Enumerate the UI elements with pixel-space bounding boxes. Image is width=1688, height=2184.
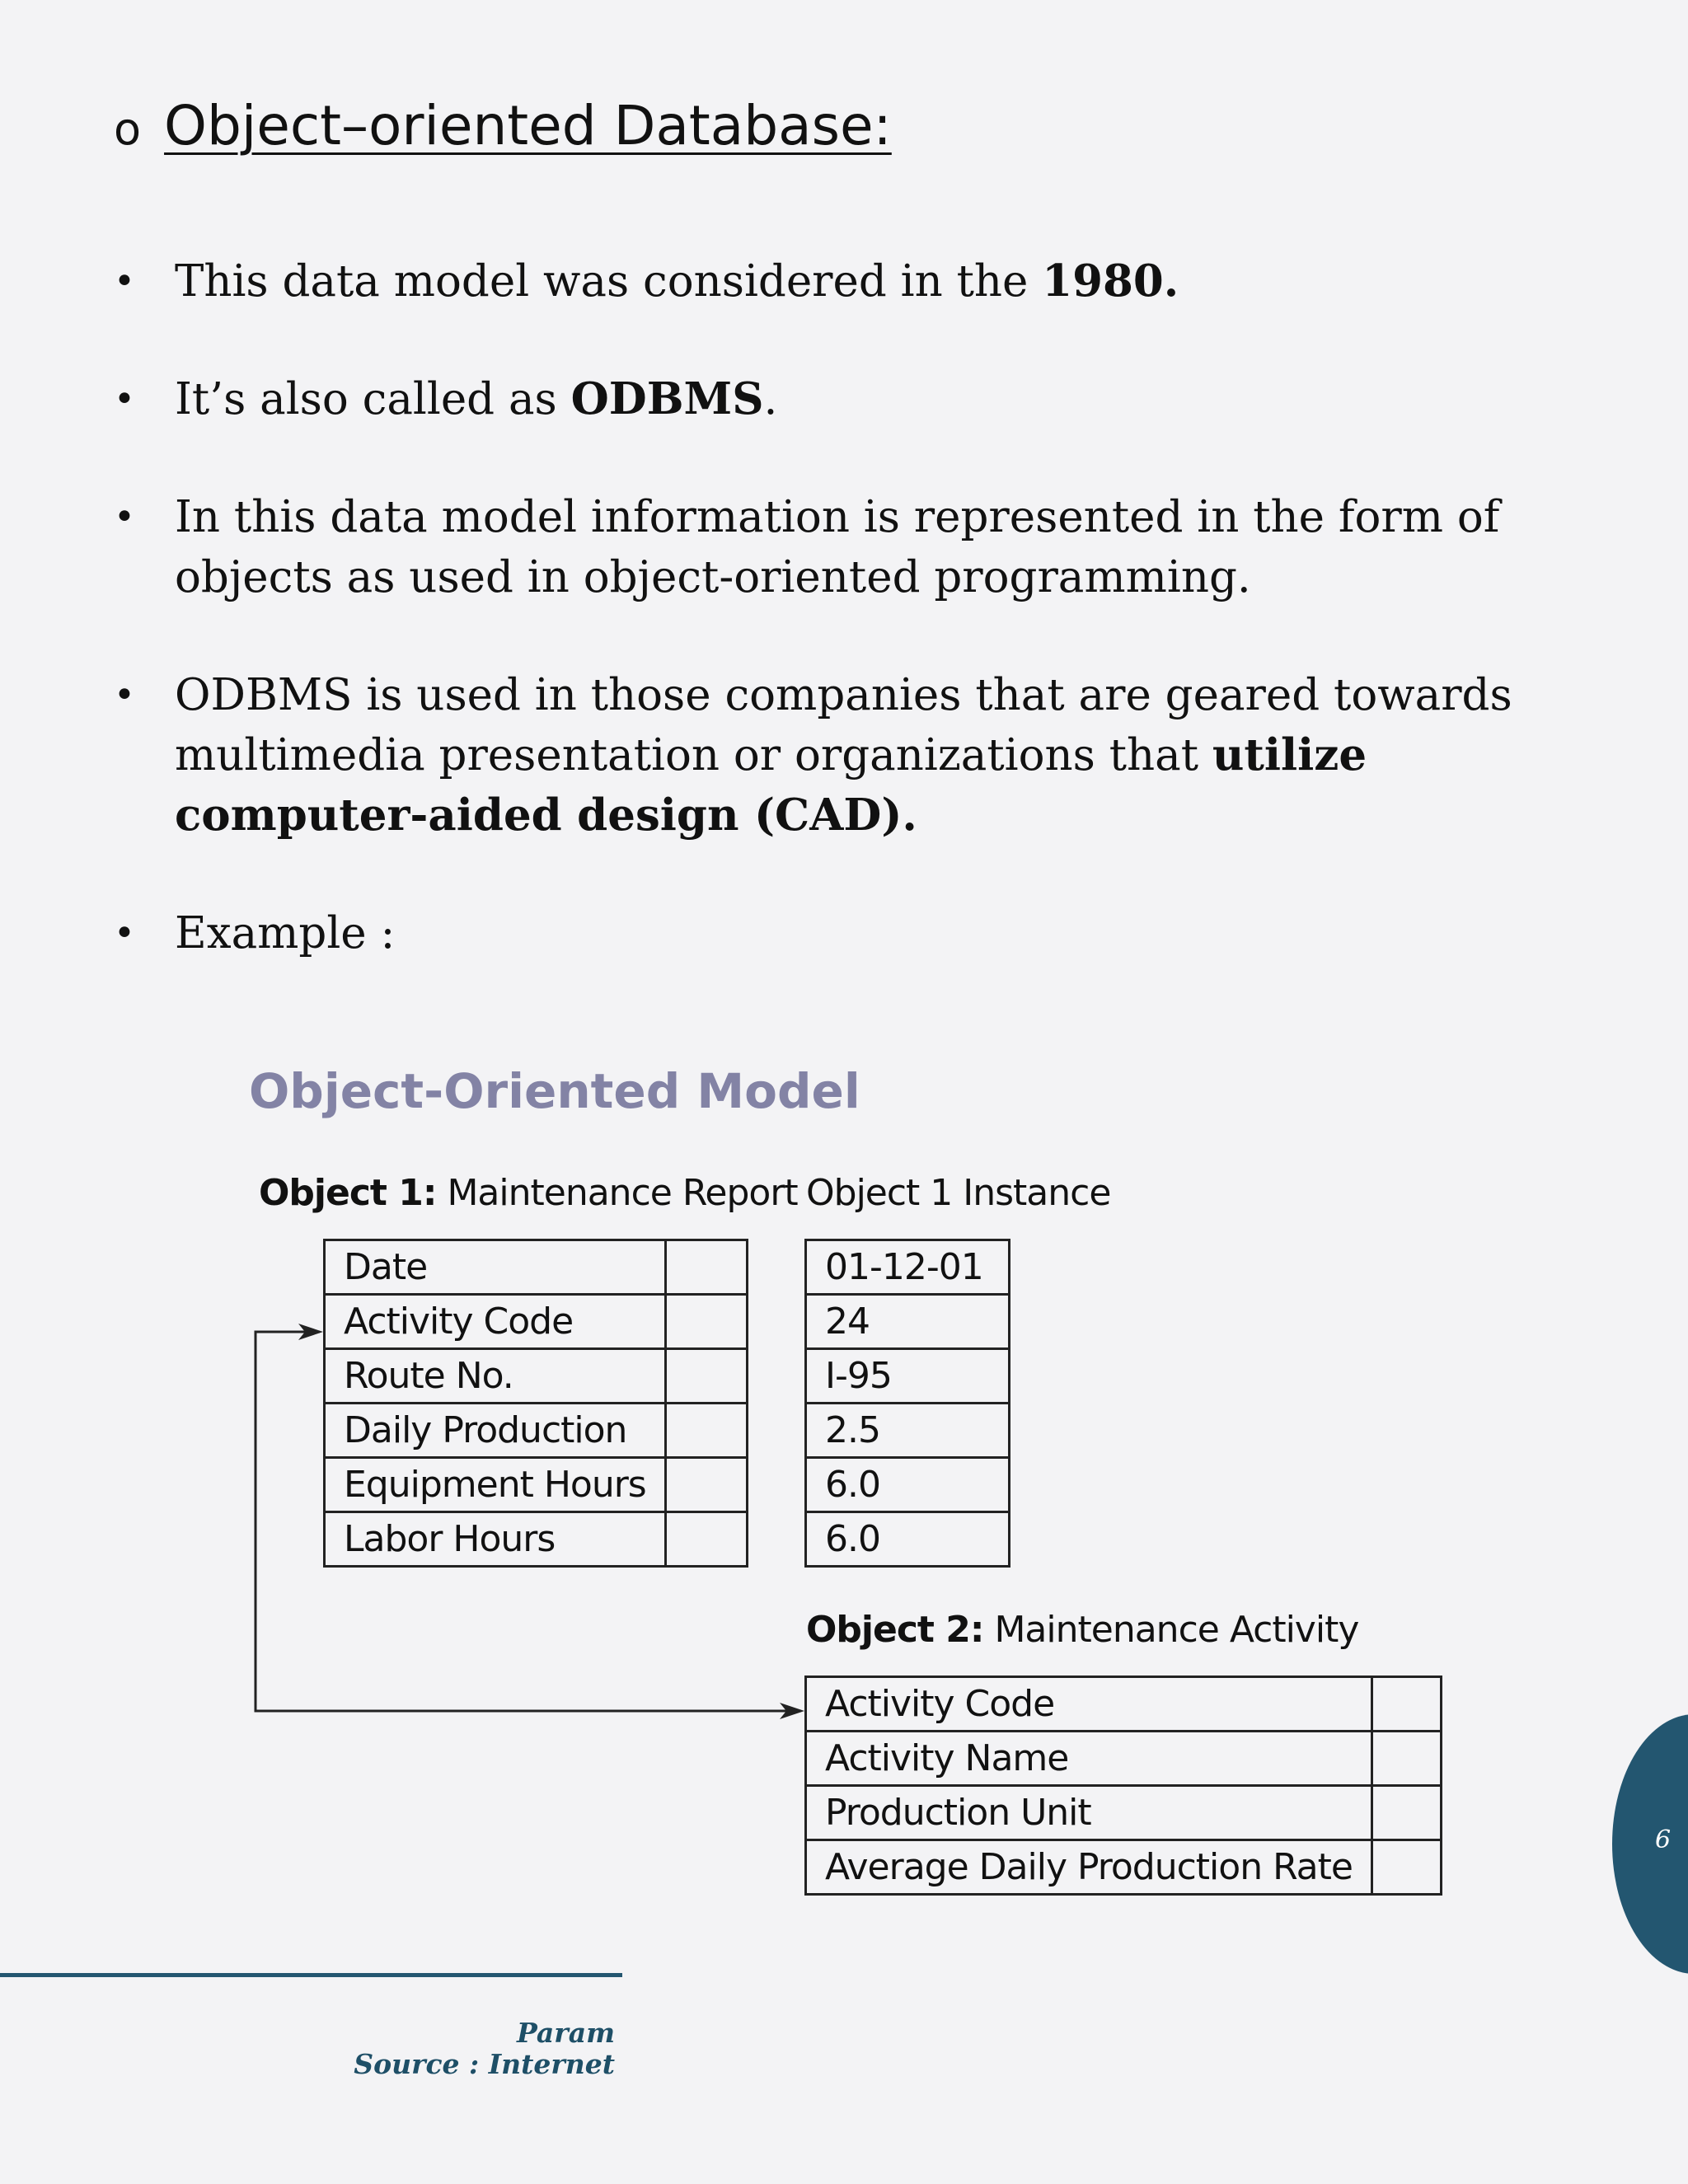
table-row <box>806 1349 1010 1404</box>
page-number-badge <box>1612 1714 1688 1974</box>
table-row <box>806 1786 1442 1840</box>
field-cell: Daily Production <box>325 1404 666 1458</box>
field-cell: Labor Hours <box>325 1512 666 1567</box>
value-cell: 6.0 <box>806 1512 1010 1567</box>
object2-table <box>804 1675 1442 1896</box>
bullet-item <box>114 665 1592 846</box>
bullet-dot-icon: • <box>114 912 135 954</box>
diagram-title: Object-Oriented Model <box>249 1063 860 1119</box>
value-cell: 01-12-01 <box>806 1240 1010 1295</box>
bullet-text: This data model was considered in the <box>175 256 1043 307</box>
table-row <box>806 1240 1010 1295</box>
bullet-text-suffix: . <box>763 374 778 424</box>
slide-heading <box>114 94 892 157</box>
field-cell: Equipment Hours <box>325 1458 666 1512</box>
table-row <box>806 1732 1442 1786</box>
field-cell: Activity Code <box>325 1295 666 1349</box>
field-cell: Activity Name <box>806 1732 1372 1786</box>
table-row <box>806 1458 1010 1512</box>
field-cell: Activity Code <box>806 1677 1372 1732</box>
bullet-bold-text: utilize computer-aided design (CAD). <box>175 729 1367 841</box>
value-cell: I-95 <box>806 1349 1010 1404</box>
bullet-item <box>114 487 1526 607</box>
bullet-item <box>114 251 1564 312</box>
heading-bullet-icon: o <box>114 103 142 155</box>
object2-label: Object 2: Maintenance Activity <box>806 1609 1359 1651</box>
empty-cell <box>1372 1786 1441 1840</box>
bullet-dot-icon: • <box>114 378 135 420</box>
object1-instance-label: Object 1 Instance <box>806 1172 1111 1214</box>
empty-cell <box>1372 1677 1441 1732</box>
table-row <box>806 1512 1010 1567</box>
bullet-bold-text: 1980. <box>1042 255 1179 307</box>
bullet-item <box>114 369 1564 429</box>
field-cell: Route No. <box>325 1349 666 1404</box>
empty-cell <box>1372 1732 1441 1786</box>
object-oriented-model-diagram <box>247 1063 1442 1929</box>
relationship-arrow <box>247 1063 824 1722</box>
connector-line <box>256 1332 321 1711</box>
footer <box>354 2018 615 2080</box>
value-cell: 2.5 <box>806 1404 1010 1458</box>
value-cell: 6.0 <box>806 1458 1010 1512</box>
heading-title: Object–oriented Database: <box>164 94 892 157</box>
empty-cell <box>1372 1840 1441 1895</box>
table-row <box>806 1295 1010 1349</box>
field-cell: Production Unit <box>806 1786 1372 1840</box>
footer-author: Param <box>517 2017 615 2049</box>
bullet-text: In this data model information is represented in the form of objects as used in object-oriented programming. <box>175 492 1500 602</box>
bullet-dot-icon: • <box>114 260 135 302</box>
table-row <box>806 1677 1442 1732</box>
table-row <box>806 1840 1442 1895</box>
bullet-text: Example : <box>175 908 396 958</box>
footer-divider <box>0 1973 622 1977</box>
bullet-text: ODBMS is used in those companies that are geared towards multimedia presentation or organizations that <box>175 670 1512 780</box>
field-cell: Date <box>325 1240 666 1295</box>
footer-source: Source : Internet <box>354 2048 615 2080</box>
page-number: 6 <box>1655 1825 1672 1854</box>
bullet-text: It’s also called as <box>175 374 571 424</box>
table-row <box>806 1404 1010 1458</box>
field-cell: Average Daily Production Rate <box>806 1840 1372 1895</box>
object1-instance-table <box>804 1239 1010 1568</box>
bullet-dot-icon: • <box>114 674 135 716</box>
bullet-item <box>114 903 1564 963</box>
bullet-dot-icon: • <box>114 496 135 538</box>
bullet-list <box>114 251 1564 963</box>
value-cell: 24 <box>806 1295 1010 1349</box>
bullet-bold-text: ODBMS <box>570 373 764 424</box>
object1-label: Object 1: Maintenance Report <box>259 1172 798 1214</box>
